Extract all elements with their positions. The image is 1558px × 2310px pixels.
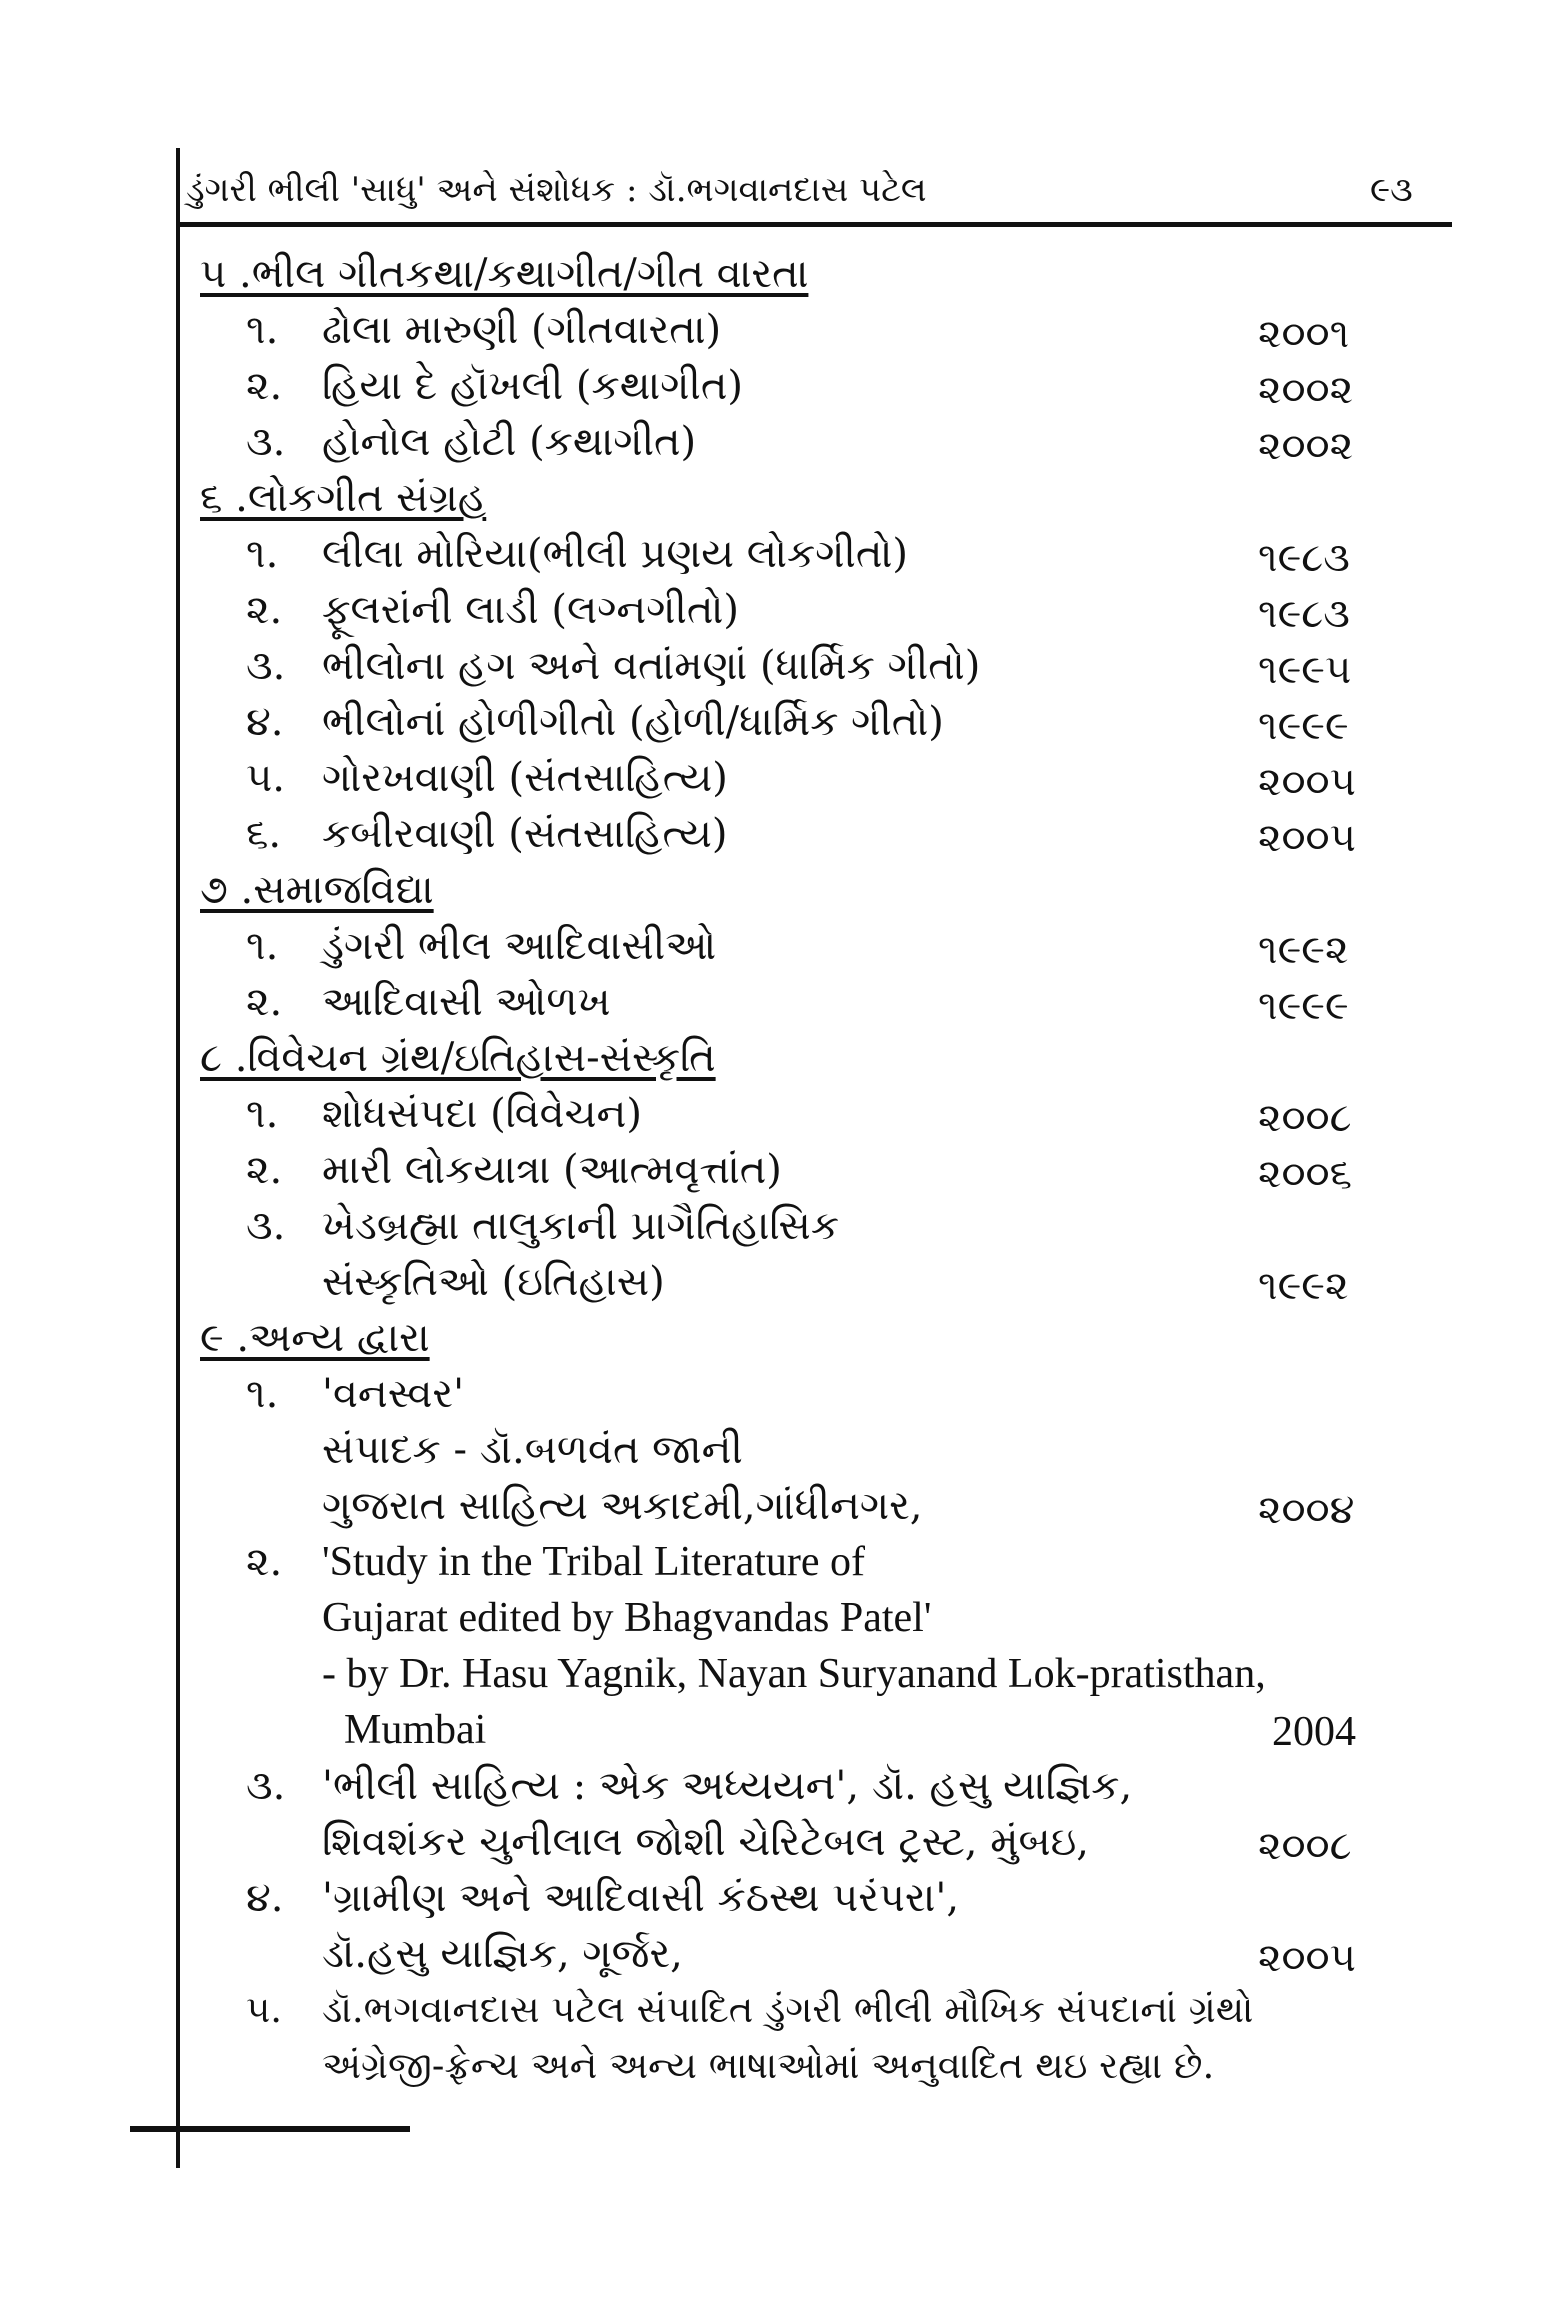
list-item: ૨. હિયા દે હૉખલી (કથાગીત) — [246, 363, 743, 409]
section-heading-by-others: ૯ .અન્ય દ્વારા — [200, 1315, 430, 1361]
list-item-continuation: સંપાદક - ડૉ.બળવંત જાની — [322, 1427, 743, 1473]
item-year: ૧૯૯૯ — [1258, 703, 1349, 749]
list-item: ૩. ખેડબ્રહ્મા તાલુકાની પ્રાગૈતિહાસિક — [246, 1203, 840, 1249]
item-year: ૨૦૦૬ — [1258, 1151, 1353, 1197]
list-item-continuation: - by Dr. Hasu Yagnik, Nayan Suryanand Lok-pratisthan, — [322, 1651, 1266, 1697]
item-year: ૨૦૦૫ — [1258, 759, 1356, 805]
item-year: ૧૯૯૫ — [1258, 647, 1352, 693]
left-margin-rule — [176, 148, 180, 2168]
list-item: ૪. 'ગ્રામીણ અને આદિવાસી કંઠસ્થ પરંપરા', — [246, 1875, 960, 1921]
item-year: 2004 — [1272, 1709, 1356, 1755]
list-item: ૧. લીલા મોરિયા(ભીલી પ્રણય લોકગીતો) — [246, 531, 908, 577]
list-item: ૬. કબીરવાણી (સંતસાહિત્ય) — [246, 811, 728, 857]
list-item: ૨. આદિવાસી ઓળખ — [246, 979, 611, 1025]
list-item-continuation: અંગ્રેજી-ફ્રેન્ચ અને અન્ય ભાષાઓમાં અનુવાદિત થઇ રહ્યા છે. — [322, 2044, 1215, 2087]
item-year: ૧૯૯૨ — [1258, 927, 1349, 973]
running-header-title: ડુંગરી ભીલી 'સાધુ' અને સંશોધક : ડૉ.ભગવાનદાસ પટેલ — [186, 170, 927, 210]
list-item: ૨. મારી લોકયાત્રા (આત્મવૃત્તાંત) — [246, 1147, 782, 1193]
item-year: ૨૦૦૫ — [1258, 815, 1356, 861]
item-year: ૨૦૦૮ — [1258, 1823, 1352, 1869]
list-item: ૩. હોનોલ હોટી (કથાગીત) — [246, 419, 697, 465]
list-item: ૧. 'વનસ્વર' — [246, 1371, 465, 1417]
item-year: ૨૦૦૨ — [1258, 367, 1354, 413]
footer-rule — [130, 2126, 410, 2132]
list-item: ૨. 'Study in the Tribal Literature of — [246, 1539, 866, 1585]
item-year: ૨૦૦૧ — [1258, 311, 1350, 357]
item-year: ૨૦૦૨ — [1258, 423, 1354, 469]
section-heading-sociology: ૭ .સમાજવિદ્યા — [200, 867, 434, 913]
header-rule — [176, 222, 1452, 227]
list-item: ૨. ફૂલરાંની લાડી (લગ્નગીતો) — [246, 587, 739, 633]
list-item-continuation: શિવશંકર ચુનીલાલ જોશી ચેરિટેબલ ટ્રસ્ટ, મુંબઇ, — [322, 1819, 1090, 1865]
list-item: ૧. શોધસંપદા (વિવેચન) — [246, 1091, 642, 1137]
page-number: ૯૩ — [1370, 170, 1413, 210]
list-item: ૫. ગોરખવાણી (સંતસાહિત્ય) — [246, 755, 728, 801]
list-item: ૩. 'ભીલી સાહિત્ય : એક અધ્યયન', ડૉ. હસુ યાજ્ઞિક, — [246, 1763, 1133, 1809]
list-item: ૫. ડૉ.ભગવાનદાસ પટેલ સંપાદિત ડુંગરી ભીલી મૌખિક સંપદાનાં ગ્રંથો — [246, 1988, 1254, 2031]
item-year: ૧૯૯૨ — [1258, 1263, 1349, 1309]
item-year: ૨૦૦૪ — [1258, 1487, 1355, 1533]
item-year: ૨૦૦૫ — [1258, 1935, 1356, 1981]
list-item-continuation: Gujarat edited by Bhagvandas Patel' — [322, 1595, 932, 1641]
list-item: ૪. ભીલોનાં હોળીગીતો (હોળી/ધાર્મિક ગીતો) — [246, 699, 944, 745]
list-item: ૧. ઢોલા મારુણી (ગીતવારતા) — [246, 307, 722, 353]
list-item: ૩. ભીલોના હગ અને વતાંમણાં (ધાર્મિક ગીતો) — [246, 643, 981, 689]
list-item-continuation: સંસ્કૃતિઓ (ઇતિહાસ) — [322, 1259, 665, 1305]
section-heading-folk-songs: ૬ .લોકગીત સંગ્રહ — [200, 475, 487, 521]
item-year: ૧૯૯૯ — [1258, 983, 1349, 1029]
list-item: ૧. ડુંગરી ભીલ આદિવાસીઓ — [246, 923, 717, 969]
list-item-continuation: Mumbai — [344, 1707, 487, 1753]
list-item-continuation: ડૉ.હસુ યાજ્ઞિક, ગૂર્જર, — [322, 1931, 683, 1977]
item-year: ૧૯૮૩ — [1258, 535, 1350, 581]
item-year: ૧૯૮૩ — [1258, 591, 1350, 637]
list-item-continuation: ગુજરાત સાહિત્ય અકાદમી,ગાંધીનગર, — [322, 1483, 923, 1529]
section-heading-folk-tales: ૫ .ભીલ ગીતકથા/કથાગીત/ગીત વારતા — [200, 251, 809, 297]
section-heading-criticism-history: ૮ .વિવેચન ગ્રંથ/ઇતિહાસ-સંસ્કૃતિ — [200, 1035, 716, 1081]
item-year: ૨૦૦૮ — [1258, 1095, 1352, 1141]
